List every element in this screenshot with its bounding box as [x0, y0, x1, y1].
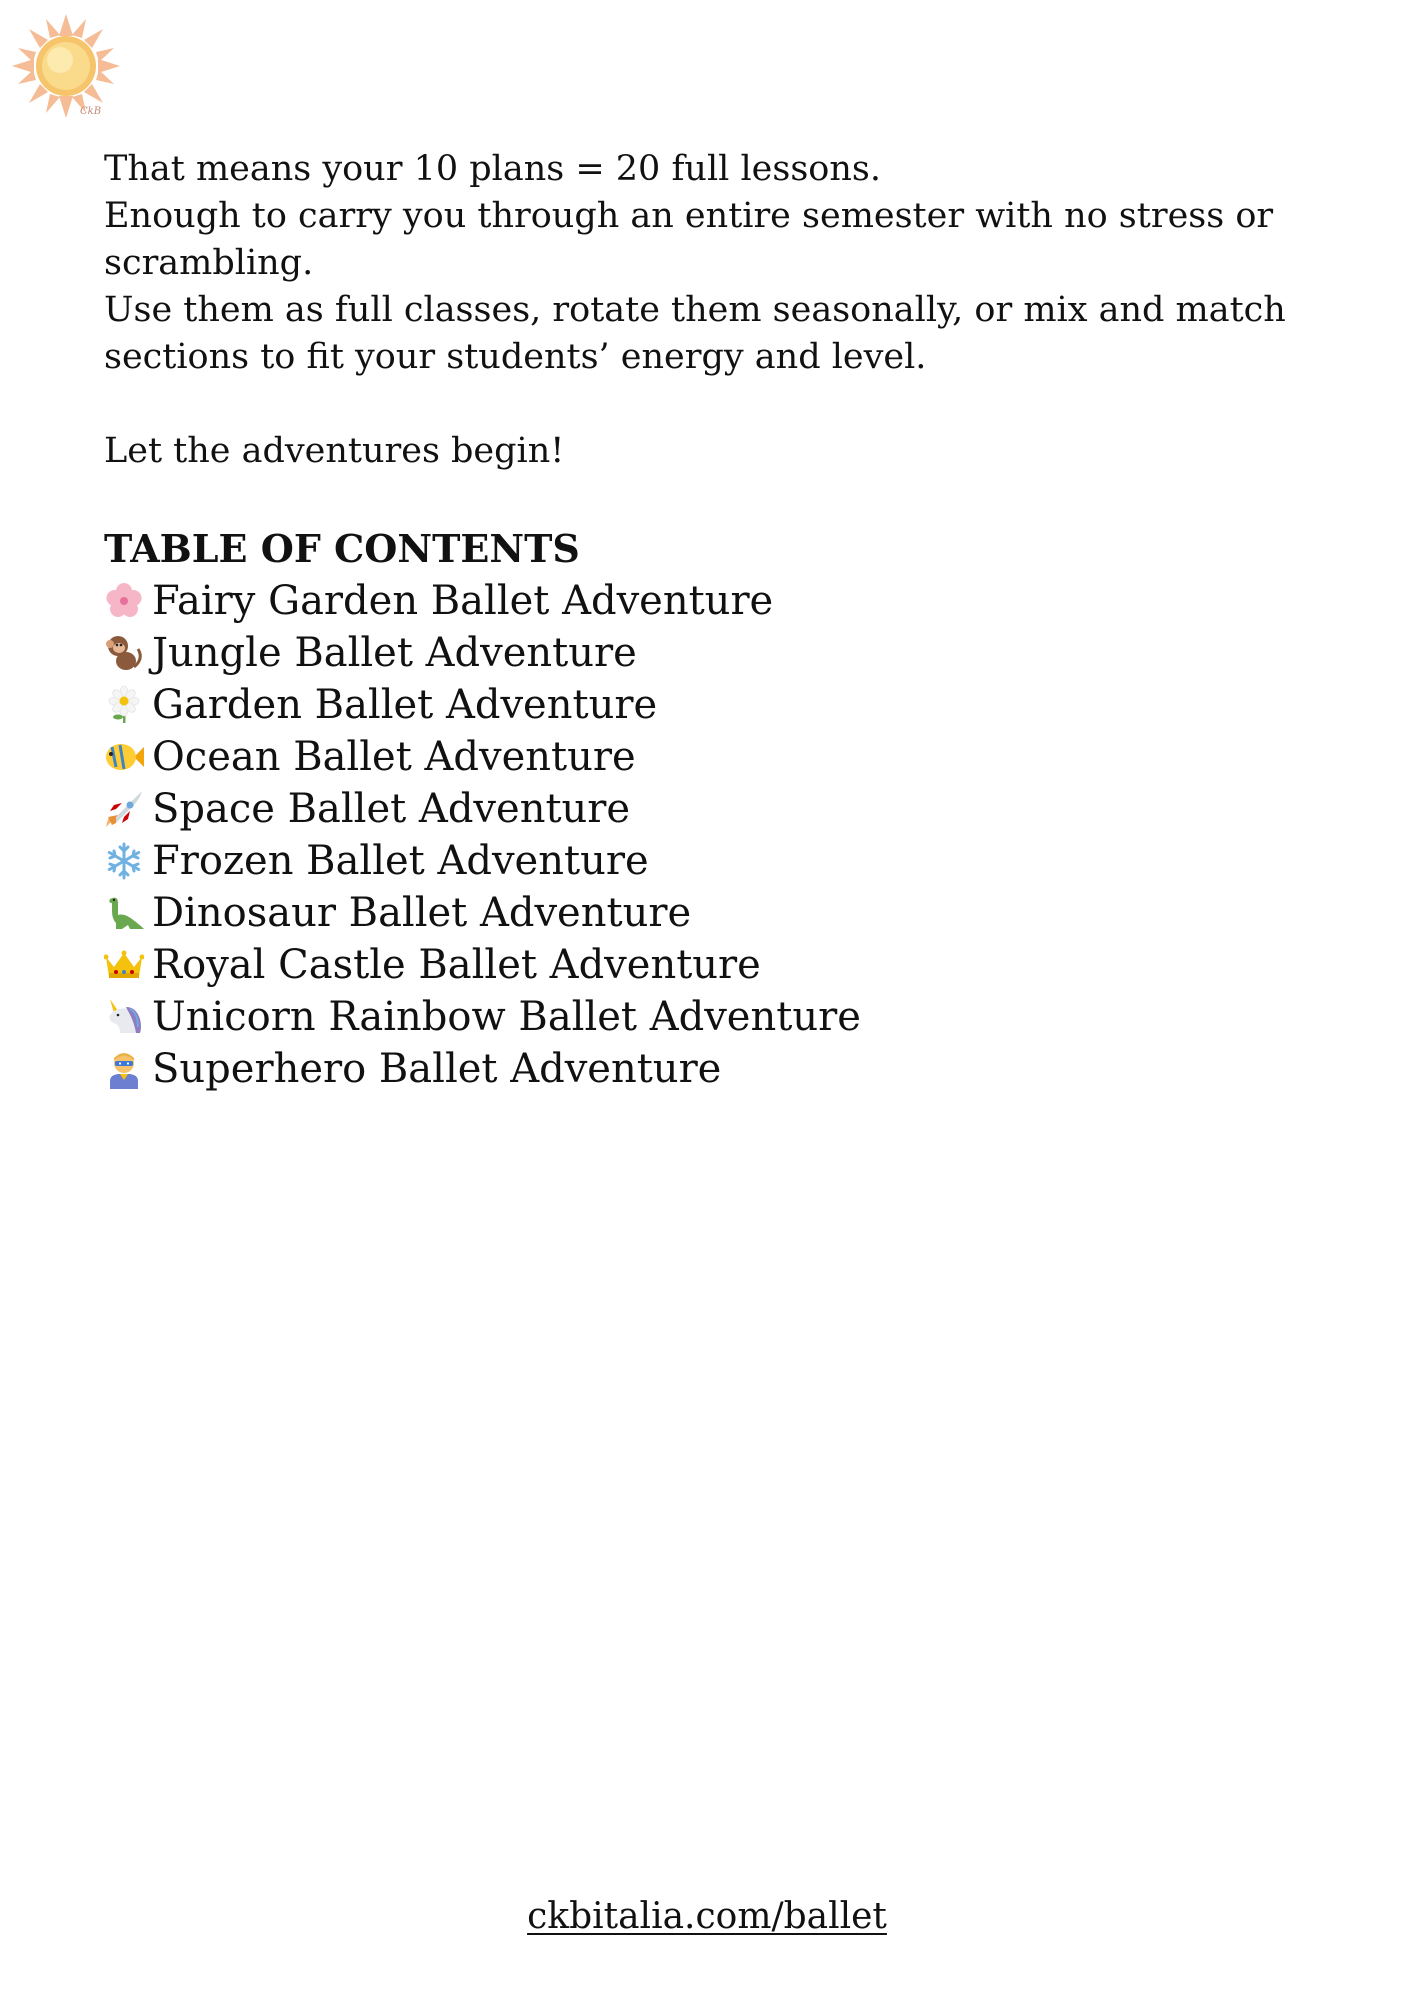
toc-item-jungle[interactable]: [104, 627, 1324, 679]
tropical-fish-icon: [104, 737, 144, 777]
toc-item-label: Superhero Ballet Adventure: [152, 1046, 722, 1092]
intro-line: Enough to carry you through an entire semester with no stress or scrambling.: [104, 196, 1274, 283]
superhero-icon: [104, 1049, 144, 1089]
daisy-icon: [104, 685, 144, 725]
toc-item-label: Dinosaur Ballet Adventure: [152, 890, 692, 936]
snowflake-icon: [104, 841, 144, 881]
toc-title: TABLE OF CONTENTS: [104, 526, 580, 571]
toc-item-fairy-garden[interactable]: [104, 575, 1324, 627]
toc-item-label: Ocean Ballet Adventure: [152, 734, 636, 780]
footer: [0, 1895, 1414, 1939]
toc-item-label: Space Ballet Adventure: [152, 786, 631, 832]
toc-item-label: Jungle Ballet Adventure: [152, 630, 637, 676]
website-link[interactable]: ckbitalia.com/ballet: [527, 1896, 887, 1937]
intro-closing: Let the adventures begin!: [104, 431, 565, 471]
intro-line: Use them as full classes, rotate them seasonally, or mix and match sections to fit your students’ energy and level.: [104, 290, 1286, 377]
toc-item-space[interactable]: [104, 783, 1324, 835]
svg-text:CkB: CkB: [80, 106, 102, 117]
dinosaur-icon: [104, 893, 144, 933]
monkey-icon: [104, 633, 144, 673]
toc-item-unicorn-rainbow[interactable]: [104, 991, 1324, 1043]
toc-item-dinosaur[interactable]: [104, 887, 1324, 939]
unicorn-icon: [104, 997, 144, 1037]
toc-item-label: Fairy Garden Ballet Adventure: [152, 578, 774, 624]
toc-item-superhero[interactable]: [104, 1043, 1324, 1095]
cherry-blossom-icon: [104, 581, 144, 621]
toc-list: [104, 575, 1324, 1095]
toc-item-garden[interactable]: [104, 679, 1324, 731]
rocket-icon: [104, 789, 144, 829]
sun-logo-icon: [10, 14, 122, 122]
intro-line: That means your 10 plans = 20 full lessons.: [104, 149, 881, 189]
intro-text: [104, 146, 1324, 475]
crown-icon: [104, 945, 144, 985]
toc-item-ocean[interactable]: [104, 731, 1324, 783]
toc-item-frozen[interactable]: [104, 835, 1324, 887]
toc-item-label: Royal Castle Ballet Adventure: [152, 942, 761, 988]
toc-item-label: Frozen Ballet Adventure: [152, 838, 649, 884]
toc-item-label: Garden Ballet Adventure: [152, 682, 658, 728]
toc-item-royal-castle[interactable]: [104, 939, 1324, 991]
toc-item-label: Unicorn Rainbow Ballet Adventure: [152, 994, 861, 1040]
